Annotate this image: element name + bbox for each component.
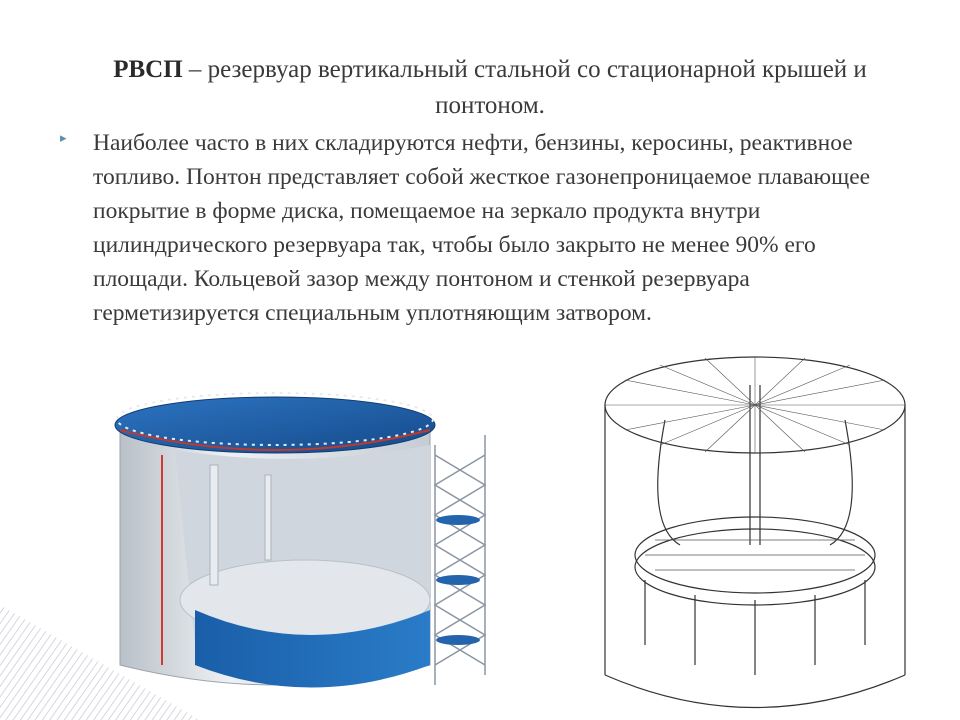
title-text: – резервуар вертикальный стальной со стационарной крышей и понтоном.: [182, 56, 867, 119]
tank-line-drawing: [585, 345, 925, 720]
triangle-bullet-icon: ▸: [60, 131, 67, 146]
slide-title: [60, 52, 920, 124]
tank-cutaway-illustration: [100, 375, 520, 720]
bullet-paragraph: Наиболее часто в них складируются нефти, бензины, керосины, реактивное топливо. Понтон представляет собой жесткое газонепроницаемое плавающее покрытие в форме диска, помещаемое на зеркало продукта внутри цилиндрического резервуара так, чтобы было закрыто не менее 90% его площади. Кольцевой зазор между понтоном и стенкой резервуара герметизируется специальным уплотняющим затвором.: [93, 130, 871, 326]
title-abbreviation: РВСП: [113, 56, 183, 83]
